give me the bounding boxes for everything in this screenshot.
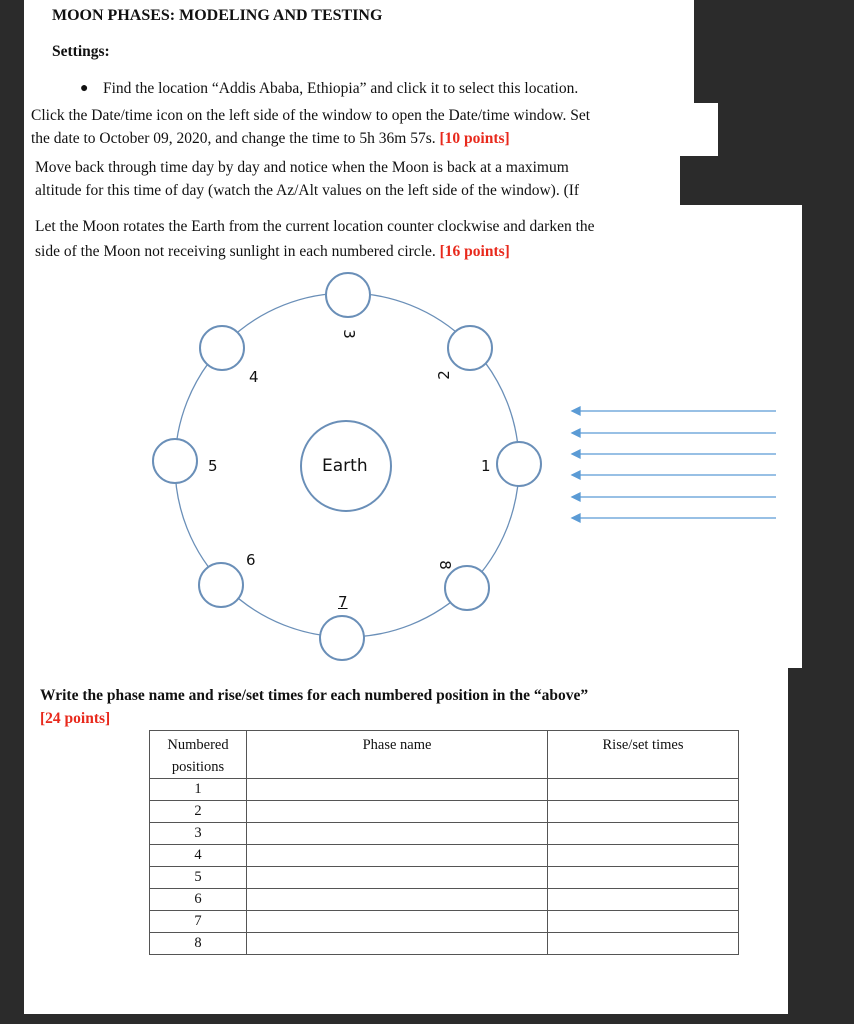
moon-position-3[interactable] <box>326 273 370 317</box>
moon-position-2[interactable] <box>448 326 492 370</box>
position-label-7: 7 <box>338 593 348 611</box>
position-label-8: 8 <box>435 560 454 570</box>
row-number: 2 <box>150 801 247 823</box>
settings-heading: Settings: <box>52 43 110 60</box>
phase-name-cell[interactable] <box>247 801 548 823</box>
row-number: 3 <box>150 823 247 845</box>
position-label-5: 5 <box>208 457 218 475</box>
rise-set-cell[interactable] <box>548 823 739 845</box>
rise-set-cell[interactable] <box>548 845 739 867</box>
step1-points: [10 points] <box>439 130 510 147</box>
step2-line1: Move back through time day by day and notice when the Moon is back at a maximum <box>35 159 569 176</box>
table-row <box>150 933 739 955</box>
header-phase-name: Phase name <box>247 731 548 779</box>
moon-position-7[interactable] <box>320 616 364 660</box>
step1-line2: the date to October 09, 2020, and change the time to 5h 36m 57s. <box>31 130 436 147</box>
phase-name-cell[interactable] <box>247 933 548 955</box>
table-header-row <box>150 731 739 779</box>
rise-set-cell[interactable] <box>548 779 739 801</box>
table-row <box>150 823 739 845</box>
table-row <box>150 867 739 889</box>
table-row <box>150 911 739 933</box>
table-row <box>150 779 739 801</box>
table-row <box>150 801 739 823</box>
position-label-2: 2 <box>434 370 453 380</box>
row-number: 4 <box>150 845 247 867</box>
row-number: 1 <box>150 779 247 801</box>
phase-name-cell[interactable] <box>247 867 548 889</box>
phase-name-cell[interactable] <box>247 845 548 867</box>
step3-points: [16 points] <box>439 243 510 260</box>
step3-line2: side of the Moon not receiving sunlight in each numbered circle. <box>35 243 436 260</box>
earth-label: Earth <box>322 456 368 476</box>
position-label-6: 6 <box>246 551 256 569</box>
rise-set-cell[interactable] <box>548 801 739 823</box>
moon-position-4[interactable] <box>200 326 244 370</box>
step2-line2: altitude for this time of day (watch the Az/Alt values on the left side of the window). (If <box>35 182 580 199</box>
phase-name-cell[interactable] <box>247 911 548 933</box>
step4-line1: Write the phase name and rise/set times for each numbered position in the “above” <box>40 687 589 704</box>
row-number: 8 <box>150 933 247 955</box>
row-number: 6 <box>150 889 247 911</box>
moon-position-5[interactable] <box>153 439 197 483</box>
row-number: 7 <box>150 911 247 933</box>
rise-set-cell[interactable] <box>548 911 739 933</box>
phase-name-cell[interactable] <box>247 889 548 911</box>
row-number: 5 <box>150 867 247 889</box>
position-label-3: 3 <box>339 329 358 339</box>
bullet-dot: ● <box>80 81 89 96</box>
moon-position-6[interactable] <box>199 563 243 607</box>
header-numbered-positions: Numbered positions <box>150 731 247 779</box>
rise-set-cell[interactable] <box>548 933 739 955</box>
answers-table <box>149 730 739 955</box>
header-rise-set-times: Rise/set times <box>548 731 739 779</box>
page-title: MOON PHASES: MODELING AND TESTING <box>52 7 383 24</box>
sunlight-arrows <box>572 407 776 522</box>
table-row <box>150 845 739 867</box>
position-label-1: 1 <box>481 457 491 475</box>
table-row <box>150 889 739 911</box>
step3-line1: Let the Moon rotates the Earth from the current location counter clockwise and darken the <box>35 218 595 235</box>
step4-points: [24 points] <box>40 710 111 727</box>
phase-name-cell[interactable] <box>247 823 548 845</box>
step1-line1: Click the Date/time icon on the left side of the window to open the Date/time window. Set <box>31 107 591 124</box>
rise-set-cell[interactable] <box>548 889 739 911</box>
moon-position-8[interactable] <box>445 566 489 610</box>
phase-name-cell[interactable] <box>247 779 548 801</box>
position-label-4: 4 <box>249 368 259 386</box>
rise-set-cell[interactable] <box>548 867 739 889</box>
moon-position-1[interactable] <box>497 442 541 486</box>
bullet-text: Find the location “Addis Ababa, Ethiopia” and click it to select this location. <box>103 80 579 97</box>
